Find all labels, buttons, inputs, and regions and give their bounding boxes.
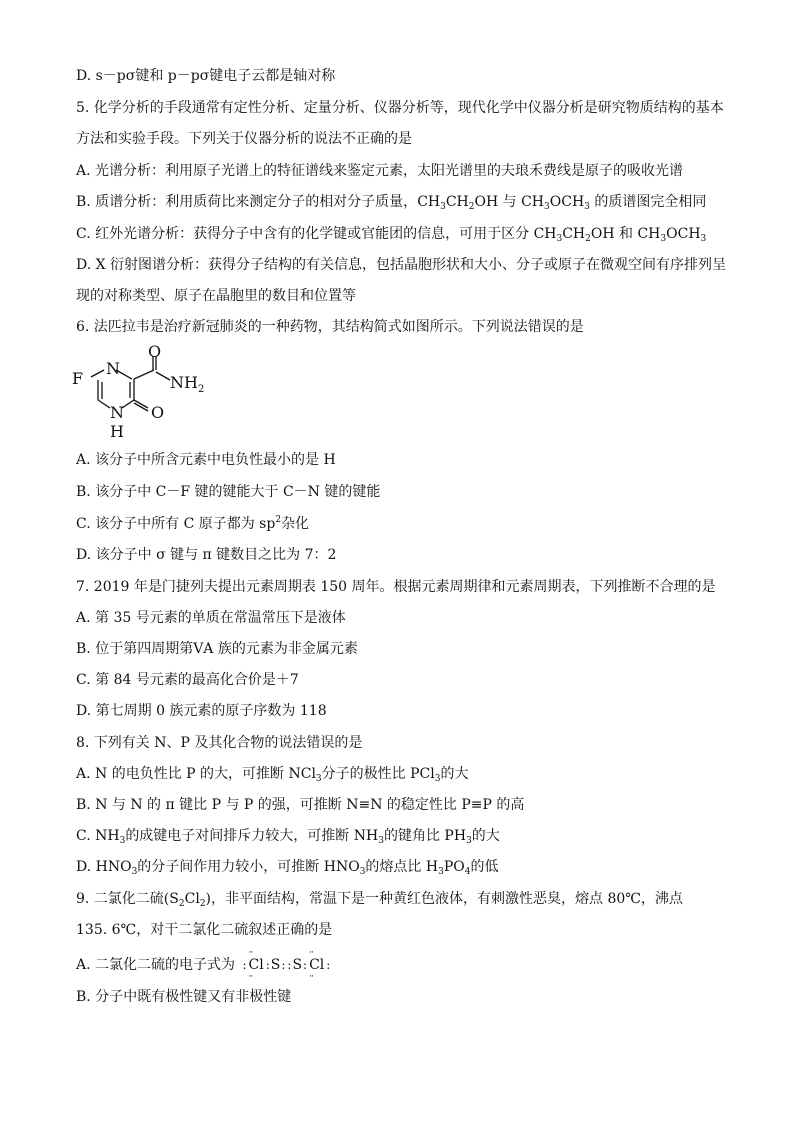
- atom-H: H: [110, 422, 124, 441]
- atom-O-right: O: [151, 403, 165, 422]
- q9-option-a: A. 二氯化二硫的电子式为 :·· Cl ·· :S: :S:·· Cl ·· :: [76, 956, 736, 974]
- q6-option-b: B. 该分子中 C－F 键的键能大于 C－N 键的键能: [76, 484, 381, 500]
- q7-option-a: A. 第 35 号元素的单质在常温常压下是液体: [76, 610, 346, 626]
- q5-option-d-line2: 现的对称类型、原子在晶胞里的数目和位置等: [76, 288, 356, 304]
- q9-stem-line2: 135. 6℃，对干二氯化二硫叙述正确的是: [76, 922, 333, 938]
- q5-stem-line1: 5. 化学分析的手段通常有定性分析、定量分析、仪器分析等，现代化学中仪器分析是研究物质结构的基本: [76, 100, 724, 116]
- q5-option-c: C. 红外光谱分析：获得分子中含有的化学键或官能团的信息，可用于区分 $CH_3CH_2OH$ 和 $CH_3OCH_3$: [76, 226, 707, 244]
- q6-option-a: A. 该分子中所含元素中电负性最小的是 H: [76, 452, 336, 468]
- q5-stem-line2: 方法和实验手段。下列关于仪器分析的说法不正确的是: [76, 131, 412, 147]
- atom-O-top: O: [148, 342, 162, 361]
- q6-option-c: C. 该分子中所有 C 原子都为 $sp^2$杂化: [76, 515, 310, 532]
- atom-F: F: [72, 369, 84, 388]
- q6-option-d: D. 该分子中 σ 键与 π 键数目之比为 7：2: [76, 547, 337, 563]
- q5-option-b: B. 质谱分析：利用质荷比来测定分子的相对分子质量，$CH_3CH_2OH$ 与 $CH_3OCH_3$ 的质谱图完全相同: [76, 194, 707, 212]
- lewis-structure-s2cl2: :·· Cl ·· :S: :S:·· Cl ·· :: [241, 956, 331, 974]
- q5-option-d-line1: D. X 衍射图谱分析：获得分子结构的有关信息，包括晶胞形状和大小、分子或原子在微观空间有序排列呈: [76, 257, 727, 273]
- q8-stem: 8. 下列有关 N、P 及其化合物的说法错误的是: [76, 735, 363, 751]
- favipiravir-structure: [66, 342, 216, 442]
- formula-ethanol: $CH_3CH_2OH$: [417, 194, 499, 212]
- atom-N-bottom: N: [110, 403, 124, 422]
- q7-option-c: C. 第 84 号元素的最高化合价是＋7: [76, 672, 299, 688]
- atom-N-top: N: [106, 359, 120, 378]
- q8-option-b: B. N 与 N 的 π 键比 P 与 P 的强，可推断 N≡N 的稳定性比 P≡P 的高: [76, 797, 525, 813]
- q6-stem: 6. 法匹拉韦是治疗新冠肺炎的一种药物，其结构简式如图所示。下列说法错误的是: [76, 319, 584, 335]
- q9-stem-line1: 9. 二氯化二硫$(S_2Cl_2)$，非平面结构，常温下是一种黄红色液体，有刺激性恶臭，熔点 80℃，沸点: [76, 891, 683, 909]
- q5-option-a: A. 光谱分析：利用原子光谱上的特征谱线来鉴定元素，太阳光谱里的夫琅禾费线是原子的吸收光谱: [76, 163, 684, 179]
- q4-option-d: D. s－pσ键和 p－pσ键电子云都是轴对称: [76, 68, 336, 84]
- q7-stem: 7. 2019 年是门捷列夫提出元素周期表 150 周年。根据元素周期律和元素周期表，下列推断不合理的是: [76, 579, 716, 595]
- formula-ether: $CH_3OCH_3$: [521, 194, 590, 212]
- q9-option-b: B. 分子中既有极性键又有非极性键: [76, 989, 292, 1005]
- atom-NH2: $NH_2$: [170, 373, 205, 395]
- q8-option-a: A. N 的电负性比 P 的大，可推断 NCl$_3$分子的极性比 PCl$_3$的大: [76, 766, 469, 784]
- formula-ether: $CH_3OCH_3$: [637, 226, 707, 244]
- q7-option-b: B. 位于第四周期第ⅤA 族的元素为非金属元素: [76, 641, 358, 657]
- formula-ethanol: $CH_3CH_2OH$: [533, 226, 615, 244]
- q7-option-d: D. 第七周期 0 族元素的原子序数为 118: [76, 703, 327, 719]
- q8-option-c: C. $NH_3$的成键电子对间排斥力较大，可推断 $NH_3$的键角比 $PH_3$的大: [76, 828, 500, 846]
- q8-option-d: D. $HNO_3$的分子间作用力较小，可推断 $HNO_3$的熔点比 $H_3PO_4$的低: [76, 859, 499, 877]
